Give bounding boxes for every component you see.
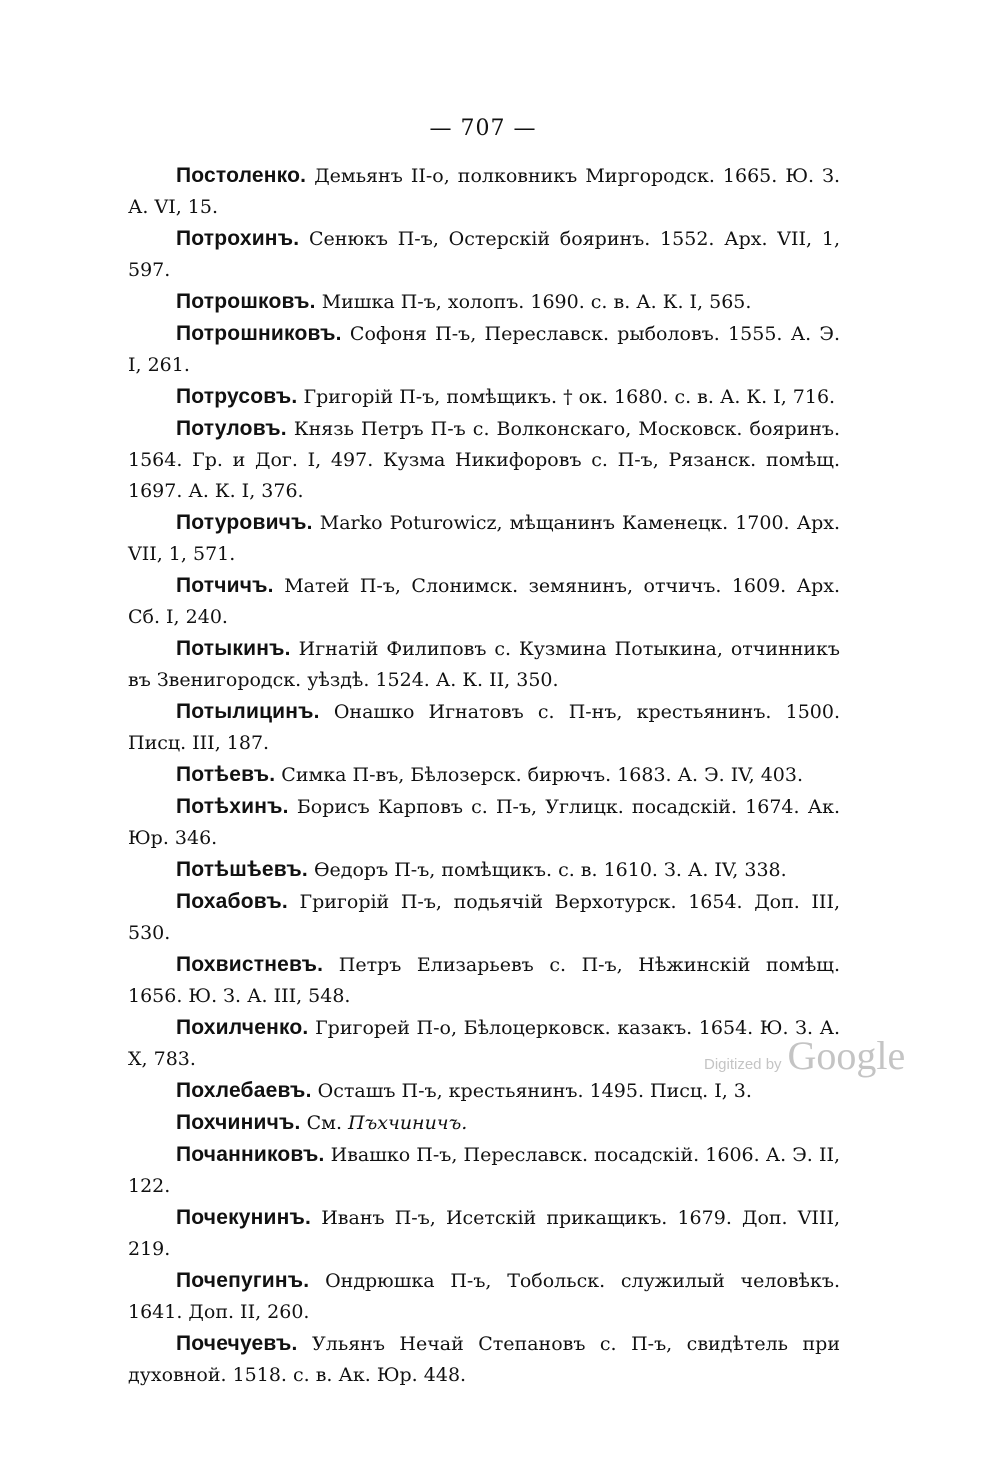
entry <box>128 318 840 381</box>
entry <box>128 1328 840 1391</box>
entry-text: Иванъ П-ъ, Исетскій прикащикъ. 1679. Доп. VIII, 219. <box>128 1207 840 1260</box>
entry-text: Петръ Елизарьевъ с. П-ъ, Нѣжинскій помѣщ. 1656. Ю. З. А. III, 548. <box>128 954 840 1007</box>
page-number: — 707 — <box>429 116 537 141</box>
entry-text: См. <box>306 1112 342 1134</box>
entry <box>128 570 840 633</box>
entry <box>128 1139 840 1202</box>
entry <box>128 223 840 286</box>
entry <box>128 1202 840 1265</box>
entry-text: Мишка П-ъ, холопъ. 1690. с. в. А. К. I, 565. <box>321 291 752 313</box>
entry <box>128 160 840 223</box>
entry-headword: Похлебаевъ. <box>176 1079 312 1102</box>
entry-headword: Потылицинъ. <box>176 700 320 723</box>
entry <box>128 381 840 413</box>
entry <box>128 949 840 1012</box>
entry-headword: Почечуевъ. <box>176 1332 298 1355</box>
entry-headword: Потыкинъ. <box>176 637 291 660</box>
entry <box>128 791 840 854</box>
entry <box>128 507 840 570</box>
entry-text: Ѳедоръ П-ъ, помѣщикъ. с. в. 1610. З. А. IV, 338. <box>313 859 787 881</box>
entry-text: Сенюкъ П-ъ, Остерскій бояринъ. 1552. Арх. VII, 1, 597. <box>128 228 840 281</box>
entry-text: Григорій П-ъ, помѣщикъ. † ок. 1680. с. в. А. К. I, 716. <box>303 386 836 408</box>
entry <box>128 696 840 759</box>
entry-text: Матей П-ъ, Слонимск. земянинъ, отчичъ. 1609. Арх. Сб. I, 240. <box>128 575 840 628</box>
entry-text: Софоня П-ъ, Переславск. рыболовъ. 1555. А. Э. I, 261. <box>128 323 840 376</box>
dictionary-entries <box>128 160 840 1391</box>
entry-headword: Потрошниковъ. <box>176 322 342 345</box>
entry-text: Marko Poturowicz, мѣщанинъ Каменецк. 1700. Арх. VII, 1, 571. <box>128 512 841 565</box>
entry-text: Князь Петръ П-ъ с. Волконскаго, Московск. бояринъ. 1564. Гр. и Дог. I, 497. Кузма Никифоровъ с. П-ъ, Рязанск. помѣщ. 1697. А. К. I, 376. <box>128 418 840 502</box>
entry-headword: Потѣхинъ. <box>176 795 289 818</box>
entry-text: Онашко Игнатовъ с. П-нъ, крестьянинъ. 1500. Писц. III, 187. <box>128 701 840 754</box>
entry-text: Демьянъ II-о, полковникъ Миргородск. 1665. Ю. З. А. VI, 15. <box>128 165 841 218</box>
entry-text: Симка П-въ, Бѣлозерск. бирючъ. 1683. А. Э. IV, 403. <box>281 764 804 786</box>
entry <box>128 1107 840 1139</box>
entry-headword: Потрохинъ. <box>176 227 300 250</box>
entry <box>128 413 840 507</box>
digitized-by-google-watermark <box>704 1032 905 1079</box>
watermark-logo-text: Google <box>787 1033 906 1078</box>
entry-headword: Постоленко. <box>176 164 307 187</box>
entry-headword: Потуловъ. <box>176 417 287 440</box>
entry-headword: Потѣшѣевъ. <box>176 858 308 881</box>
entry-cross-reference: Пъхчиничъ. <box>348 1112 468 1134</box>
entry <box>128 1075 840 1107</box>
entry-text: Борисъ Карповъ с. П-ъ, Углицк. посадскій. 1674. Ак. Юр. 346. <box>128 796 840 849</box>
entry-text: Григорій П-ъ, подьячій Верхотурск. 1654. Доп. III, 530. <box>128 891 840 944</box>
entry <box>128 886 840 949</box>
entry-headword: Потѣевъ. <box>176 763 276 786</box>
entry-headword: Потрусовъ. <box>176 385 298 408</box>
entry-headword: Потрошковъ. <box>176 290 316 313</box>
entry <box>128 286 840 318</box>
entry-text: Ондрюшка П-ъ, Тобольск. служилый человѣкъ. 1641. Доп. II, 260. <box>128 1270 840 1323</box>
entry-headword: Похчиничъ. <box>176 1111 301 1134</box>
entry-text: Осташъ П-ъ, крестьянинъ. 1495. Писц. I, 3. <box>317 1080 752 1102</box>
entry-headword: Потчичъ. <box>176 574 274 597</box>
entry <box>128 759 840 791</box>
entry-headword: Почанниковъ. <box>176 1143 325 1166</box>
entry-headword: Похвистневъ. <box>176 953 324 976</box>
entry-text: Ивашко П-ъ, Переславск. посадскій. 1606. А. Э. II, 122. <box>128 1144 840 1197</box>
entry-text: Ульянъ Нечай Степановъ с. П-ъ, свидѣтель при духовной. 1518. с. в. Ак. Юр. 448. <box>128 1333 840 1386</box>
entry <box>128 854 840 886</box>
entry <box>128 1265 840 1328</box>
entry <box>128 633 840 696</box>
entry-text: Григорей П-о, Бѣлоцерковск. казакъ. 1654. Ю. З. А. X, 783. <box>128 1017 841 1070</box>
entry-headword: Почепугинъ. <box>176 1269 310 1292</box>
entry-text: Игнатій Филиповъ с. Кузмина Потыкина, отчинникъ въ Звенигородск. уѣздѣ. 1524. А. К. II, 350. <box>128 638 840 691</box>
watermark-small-text: Digitized by <box>704 1056 782 1073</box>
entry-headword: Похилченко. <box>176 1016 309 1039</box>
entry-headword: Почекунинъ. <box>176 1206 312 1229</box>
entry-headword: Похабовъ. <box>176 890 288 913</box>
entry-headword: Потуровичъ. <box>176 511 313 534</box>
